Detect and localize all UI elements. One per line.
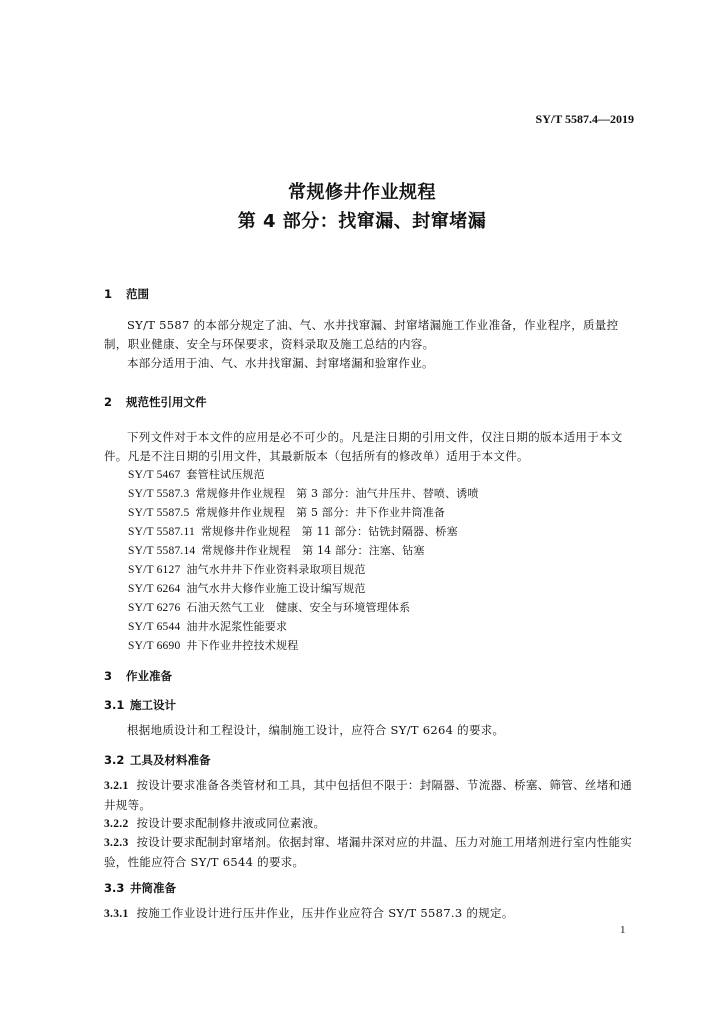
- section-title: 作业准备: [126, 669, 172, 683]
- clause-3-2-3: [104, 833, 636, 872]
- clause-text: 按施工作业设计进行压井作业，压井作业应符合 SY/T 5587.3 的规定。: [136, 906, 514, 920]
- section-3-heading: [104, 668, 172, 684]
- reference-title: 油井水泥浆性能要求: [186, 620, 288, 633]
- section-title: 范围: [126, 287, 149, 301]
- reference-item: [128, 504, 445, 520]
- section-number: 3: [104, 669, 113, 683]
- section-2-paragraph: 下列文件对于本文件的应用是必不可少的。凡是注日期的引用文件，仅注日期的版本适用于本文件。凡是不注日期的引用文件，其最新版本（包括所有的修改单）适用于本文件。: [104, 430, 623, 463]
- reference-code: SY/T 5587.11: [128, 526, 195, 538]
- reference-item: [128, 466, 265, 482]
- subsection-title: 施工设计: [130, 698, 176, 712]
- reference-title: 井下作业井控技术规程: [186, 639, 299, 652]
- subsection-title: 工具及材料准备: [130, 753, 211, 767]
- reference-code: SY/T 6544: [128, 621, 181, 633]
- document-title: 常规修井作业规程: [288, 182, 436, 203]
- clause-number: 3.3.1: [104, 908, 129, 920]
- standard-number: SY/T 5587.4—2019: [535, 112, 634, 126]
- reference-item: [128, 523, 458, 539]
- reference-title: 套管柱试压规范: [186, 468, 265, 481]
- reference-code: SY/T 5467: [128, 469, 181, 481]
- section-1-paragraph-2: 本部分适用于油、气、水井找窜漏、封窜堵漏和验窜作业。: [127, 356, 434, 370]
- reference-code: SY/T 5587.14: [128, 545, 196, 557]
- reference-code: SY/T 5587.5: [128, 507, 190, 519]
- page-number: 1: [620, 924, 626, 936]
- clause-3-3-1: [104, 904, 636, 924]
- reference-code: SY/T 6690: [128, 640, 181, 652]
- section-1-paragraph-1: SY/T 5587 的本部分规定了油、气、水井找窜漏、封窜堵漏施工作业准备，作业程序，质量控制，职业健康、安全与环保要求，资料录取及施工总结的内容。: [104, 318, 619, 351]
- reference-item: [128, 561, 366, 577]
- reference-title: 石油天然气工业 健康、安全与环境管理体系: [186, 601, 411, 614]
- reference-item: [128, 637, 298, 653]
- subsection-number: 3.2: [104, 753, 125, 767]
- section-2-heading: [104, 394, 207, 410]
- subsection-3-1-heading: [104, 697, 176, 713]
- subsection-number: 3.1: [104, 698, 125, 712]
- clause-3-2-1: [104, 776, 636, 815]
- section-1-heading: [104, 286, 149, 302]
- reference-title: 常规修井作业规程 第 14 部分：注塞、钻塞: [201, 544, 425, 557]
- clause-text: 按设计要求准备各类管材和工具，其中包括但不限于：封隔器、节流器、桥塞、筛管、丝堵和通井规等。: [104, 778, 633, 812]
- reference-code: SY/T 5587.3: [128, 488, 190, 500]
- subsection-number: 3.3: [104, 881, 125, 895]
- reference-item: [128, 618, 287, 634]
- reference-title: 常规修井作业规程 第 11 部分：钻铣封隔器、桥塞: [200, 525, 458, 538]
- reference-item: [128, 580, 366, 596]
- section-number: 2: [104, 395, 113, 409]
- clause-number: 3.2.1: [104, 780, 129, 792]
- reference-title: 常规修井作业规程 第 3 部分：油气井压井、替喷、诱喷: [195, 487, 479, 500]
- document-subtitle: 第 4 部分：找窜漏、封窜堵漏: [237, 211, 487, 232]
- reference-code: SY/T 6127: [128, 564, 181, 576]
- reference-title: 油气水井大修作业施工设计编写规范: [186, 582, 366, 595]
- reference-item: [128, 485, 479, 501]
- subsection-3-2-heading: [104, 752, 211, 768]
- subsection-3-1-paragraph: 根据地质设计和工程设计，编制施工设计，应符合 SY/T 6264 的要求。: [127, 723, 505, 737]
- reference-code: SY/T 6276: [128, 602, 181, 614]
- clause-text: 按设计要求配制修井液或同位素液。: [136, 816, 326, 830]
- reference-title: 常规修井作业规程 第 5 部分：井下作业井筒准备: [195, 506, 446, 519]
- clause-number: 3.2.2: [104, 818, 129, 830]
- subsection-3-3-heading: [104, 880, 176, 896]
- reference-item: [128, 599, 410, 615]
- reference-item: [128, 542, 425, 558]
- section-title: 规范性引用文件: [126, 395, 207, 409]
- reference-code: SY/T 6264: [128, 583, 181, 595]
- reference-title: 油气水井井下作业资料录取项目规范: [186, 563, 366, 576]
- section-number: 1: [104, 287, 113, 301]
- subsection-title: 井筒准备: [130, 881, 176, 895]
- clause-number: 3.2.3: [104, 837, 129, 849]
- clause-3-2-2: [104, 814, 636, 834]
- clause-text: 按设计要求配制封窜堵剂。依据封窜、堵漏井深对应的井温、压力对施工用堵剂进行室内性能实验，性能应符合 SY/T 6544 的要求。: [104, 835, 633, 869]
